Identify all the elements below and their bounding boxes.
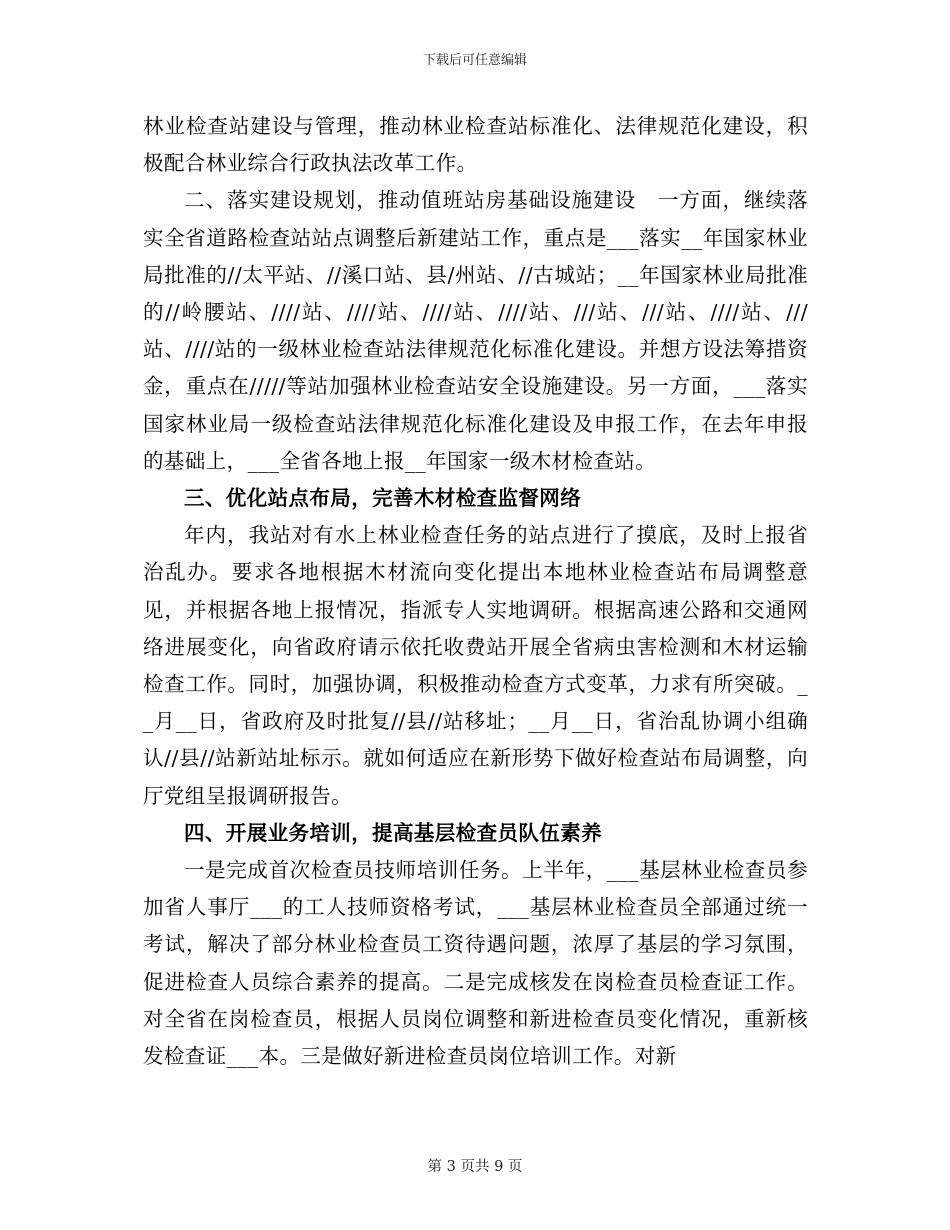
- paragraph-section-3: 年内，我站对有水上林业检查任务的站点进行了摸底，及时上报省治乱办。要求各地根据木材流向变化提出本地林业检查站布局调整意见，并根据各地上报情况，指派专人实地调研。根据高速公路和交通网络进展变化，向省政府请示依托收费站开展全省病虫害检测和木材运输检查工作。同时，加强协调，积极推动检查方式变革，力求有所突破。__月__日，省政府及时批复//县//站移址；__月__日，省治乱协调小组确认//县//站新站址标示。就如何适应在新形势下做好检查站布局调整，向厅党组呈报调研报告。: [143, 523, 808, 808]
- paragraph-section-4: 一是完成首次检查员技师培训任务。上半年，___基层林业检查员参加省人事厅___的工人技师资格考试，___基层林业检查员全部通过统一考试，解决了部分林业检查员工资待遇问题，浓厚了基层的学习氛围，促进检查人员综合素养的提高。二是完成核发在岗检查员检查证工作。对全省在岗检查员，根据人员岗位调整和新进检查员变化情况，重新核发检查证___本。三是做好新进检查员岗位培训工作。对新: [143, 858, 808, 1069]
- section-heading-3: 三、优化站点布局，完善木材检查监督网络: [184, 486, 582, 511]
- section-heading-4: 四、开展业务培训，提高基层检查员队伍素养: [184, 820, 602, 845]
- page-number: 第 3 页共 9 页: [427, 1159, 523, 1175]
- paragraph-continued: 林业检查站建设与管理，推动林业检查站标准化、法律规范化建设，积极配合林业综合行政执法改革工作。: [143, 114, 808, 176]
- paragraph-section-2: 二、落实建设规划，推动值班站房基础设施建设 一方面，继续落实全省道路检查站站点调整后新建站工作，重点是___落实__年国家林业局批准的//太平站、//溪口站、县/州站、//古城站；__年国家林业局批准的//岭腰站、////站、////站、////站、////站、///站、///站、////站、///站、////站的一级林业检查站法律规范化标准化建设。并想方设法筹措资金，重点在/////等站加强林业检查站安全设施建设。另一方面，___落实国家林业局一级检查站法律规范化标准化建设及申报工作，在去年申报的基础上，___全省各地上报__年国家一级木材检查站。: [143, 188, 808, 473]
- page-header: 下载后可任意编辑: [422, 53, 527, 68]
- document-body: [143, 108, 808, 1075]
